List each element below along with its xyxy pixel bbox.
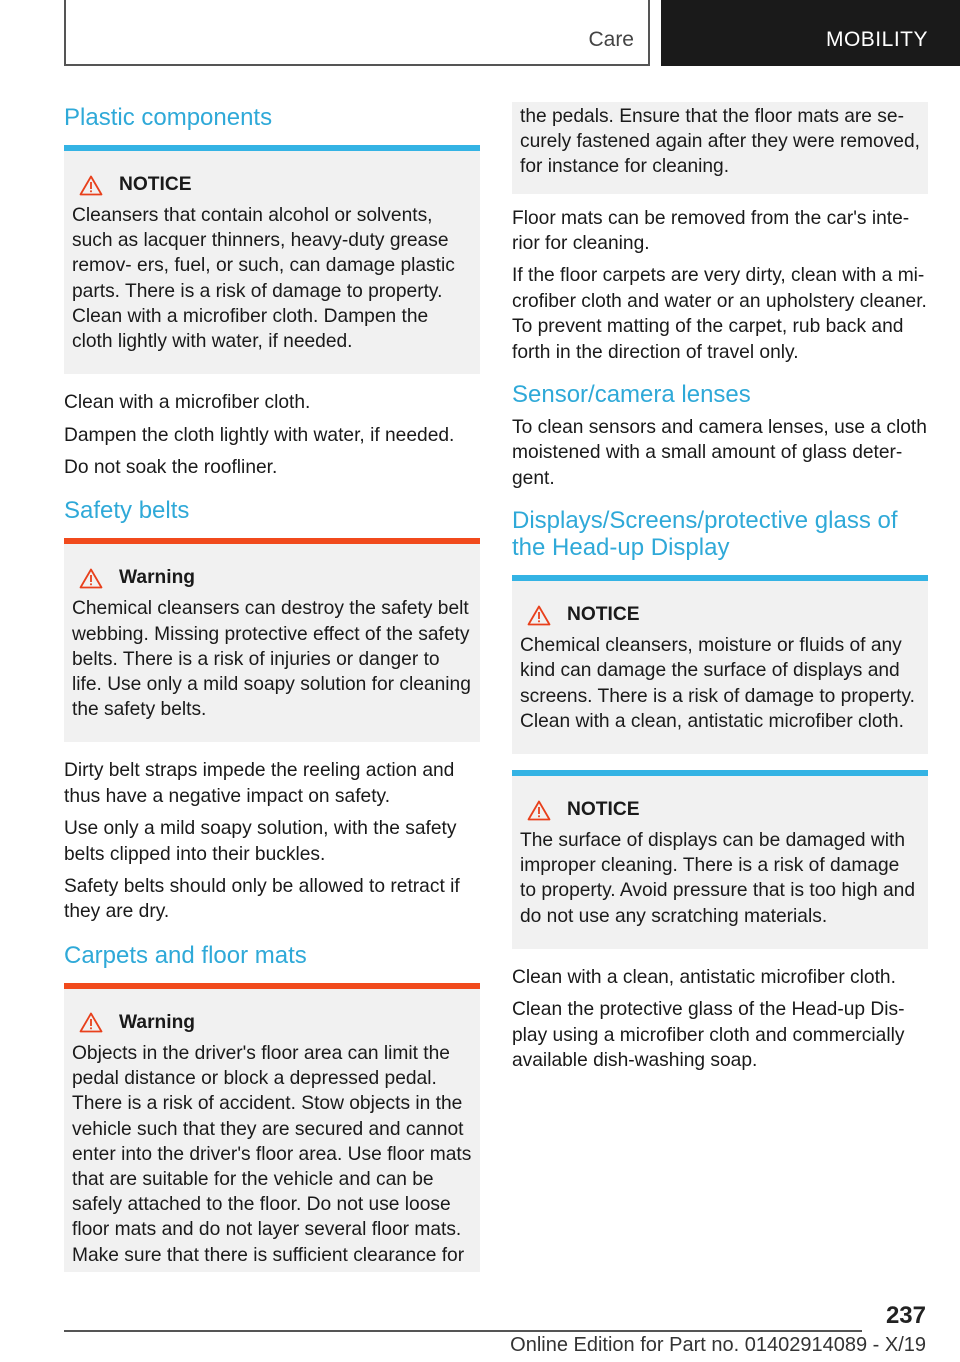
warning-triangle-icon <box>79 175 103 196</box>
paragraph: To clean sensors and camera lenses, use a cloth moistened with a small amount of glass deter- gent. <box>512 417 927 489</box>
warning-title: Warning <box>119 567 196 589</box>
warning-triangle-icon <box>527 800 551 821</box>
paragraph: Use only a mild soapy solution, with the safety belts clipped into their buckles. <box>64 818 457 865</box>
notice-title: NOTICE <box>567 604 640 626</box>
paragraph: Safety belts should only be allowed to retract if they are dry. <box>64 876 460 923</box>
notice-title: NOTICE <box>119 174 192 195</box>
notice-box-displays-1 <box>512 575 928 754</box>
paragraph: Clean with a clean, antistatic microfiber cloth. <box>512 966 896 988</box>
warning-text: Objects in the driver's floor area can limit the pedal distance or block a depressed pedal. There is a risk of accident. Stow objects in the vehicle such that they are secured and cannot enter into the driver's floor area. Use floor mats that are suitable for the vehicle and can be safely attached to the floor. Do not use loose floor mats and do not layer several floor mats. Make sure that there is sufficient clearance for <box>72 1042 472 1266</box>
left-column <box>64 100 480 1272</box>
warning-text: Chemical cleansers can destroy the safety belt webbing. Missing protective effect of the safety belts. There is a risk of injuries or danger to life. Use only a mild soapy solution for cleaning the safety belts. <box>72 598 471 721</box>
header-section-box <box>64 0 650 66</box>
right-column <box>512 102 928 1081</box>
warning-box-carpets-continued <box>512 102 928 194</box>
warning-box-carpets <box>64 983 480 1272</box>
notice-text: The surface of displays can be damaged with improper cleaning. There is a risk of damage to property. Avoid pressure that is too high and do not use any scratching materials. <box>520 830 916 927</box>
paragraph: Floor mats can be removed from the car's inte- rior for cleaning. <box>512 207 910 255</box>
paragraph: Clean the protective glass of the Head-up Dis- play using a microfiber cloth and commercially available dish-washing soap. <box>512 999 905 1072</box>
warning-triangle-icon <box>79 568 103 589</box>
warning-title: Warning <box>119 1011 196 1033</box>
warning-box-belts <box>64 538 480 742</box>
heading-displays-screens: Displays/Screens/protective glass of the Head-up Display <box>512 507 898 562</box>
heading-plastic-components: Plastic components <box>64 104 273 131</box>
heading-carpets-floor-mats: Carpets and floor mats <box>64 941 307 969</box>
paragraph: If the floor carpets are very dirty, clean with a mi- crofiber cloth and water or an upholstery cleaner. To prevent matting of the carpet, rub back and forth in the direction of travel only. <box>512 265 927 363</box>
header-chapter-box <box>661 0 960 66</box>
notice-box-displays-2 <box>512 770 928 949</box>
notice-text: Cleansers that contain alcohol or solvents, such as lacquer thinners, heavy-duty grease remov- ers, fuel, or such, can damage plastic parts. There is a risk of damage to property. Clean with a microfiber cloth. Dampen the cloth lightly with water, if needed. <box>72 205 455 353</box>
paragraph: Clean with a microfiber cloth. <box>64 392 311 414</box>
warning-text-continued: the pedals. Ensure that the floor mats are se- curely fastened again after they were removed, for instance for cleaning. <box>520 106 920 178</box>
header-chapter-title: MOBILITY <box>825 28 928 51</box>
paragraph: Dirty belt straps impede the reeling action and thus have a negative impact on safety. <box>64 760 455 807</box>
footer-divider <box>64 1330 862 1332</box>
header-section-title: Care <box>588 28 634 51</box>
warning-triangle-icon <box>79 1012 103 1033</box>
page-number: 237 <box>885 1302 926 1329</box>
footer-edition: Online Edition for Part no. 01402914089 - X/19 <box>510 1334 926 1356</box>
notice-box-plastic <box>64 145 480 374</box>
paragraph: Do not soak the roofliner. <box>64 457 278 479</box>
notice-text: Chemical cleansers, moisture or fluids of any kind can damage the surface of displays and screens. There is a risk of damage to property. Clean with a clean, antistatic microfiber cloth. <box>520 635 915 732</box>
notice-title: NOTICE <box>567 799 640 821</box>
heading-sensor-camera-lenses: Sensor/camera lenses <box>512 381 751 409</box>
paragraph: Dampen the cloth lightly with water, if needed. <box>64 424 455 446</box>
heading-safety-belts: Safety belts <box>64 497 190 525</box>
warning-triangle-icon <box>527 605 551 626</box>
